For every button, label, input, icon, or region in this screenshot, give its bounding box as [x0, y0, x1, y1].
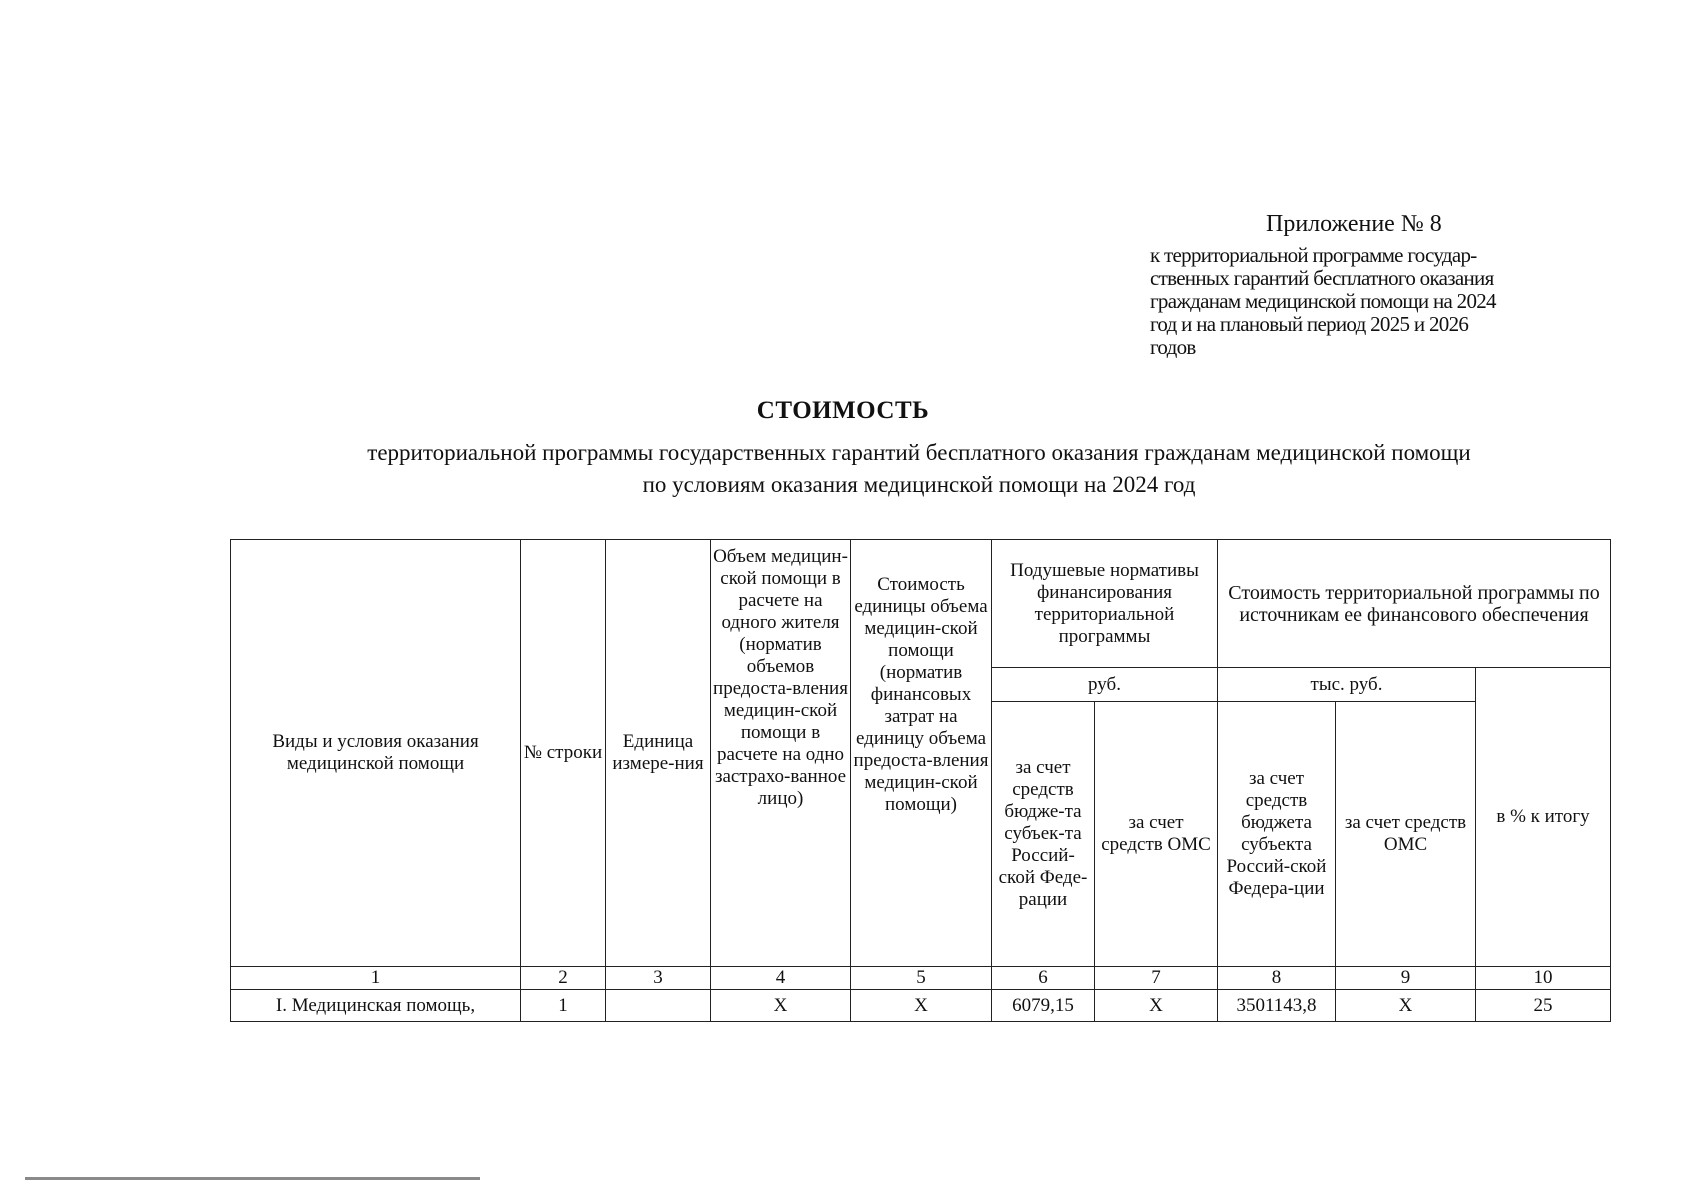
document-subtitle	[0, 437, 1686, 501]
header-sources-group: Стоимость территориальной программы по источникам ее финансового обеспечения	[1218, 540, 1611, 668]
header-budget-thousand: за счет средств бюджета субъекта Россий-ской Федера-ции	[1218, 702, 1336, 967]
column-number: 9	[1336, 967, 1476, 990]
cell-oms-thousand: X	[1336, 990, 1476, 1022]
header-unit: Единица измере-ния	[606, 540, 711, 967]
cost-table	[230, 539, 1611, 1022]
header-oms-thousand: за счет средств ОМС	[1336, 702, 1476, 967]
appendix-line: ственных гарантий бесплатного оказания	[1150, 266, 1494, 290]
appendix-block	[1150, 210, 1590, 359]
header-unit-cost: Стоимость единицы объема медицин-ской помощи (норматив финансовых затрат на единицу объема предоста-вления медицин-ской помощи)	[851, 540, 992, 967]
cell-budget-rub: 6079,15	[992, 990, 1095, 1022]
document-subtitle-line: территориальной программы государственных гарантий бесплатного оказания гражданам медицинской помощи	[367, 440, 1471, 465]
header-oms-rub: за счет средств ОМС	[1095, 702, 1218, 967]
cell-service-type: I. Медицинская помощь,	[231, 990, 521, 1022]
document-title: СТОИМОСТЬ	[756, 397, 930, 424]
cell-line-number: 1	[521, 990, 606, 1022]
appendix-text	[1150, 244, 1590, 359]
document-subtitle-line: по условиям оказания медицинской помощи на 2024 год	[642, 472, 1196, 497]
cell-unit	[606, 990, 711, 1022]
header-line-number: № строки	[521, 540, 606, 967]
header-budget-rub: за счет средств бюдже-та субъек-та Россий-ской Феде-рации	[992, 702, 1095, 967]
column-number: 1	[231, 967, 521, 990]
cell-percent: 25	[1476, 990, 1611, 1022]
header-per-capita-group: Подушевые нормативы финансирования территориальной программы	[992, 540, 1218, 668]
column-number: 6	[992, 967, 1095, 990]
column-number: 2	[521, 967, 606, 990]
cell-budget-thousand: 3501143,8	[1218, 990, 1336, 1022]
column-number: 8	[1218, 967, 1336, 990]
appendix-line: годов	[1150, 335, 1196, 359]
column-number: 7	[1095, 967, 1218, 990]
table-row	[231, 990, 1611, 1022]
appendix-title: Приложение № 8	[1266, 211, 1442, 237]
header-service-type: Виды и условия оказания медицинской помощи	[231, 540, 521, 967]
header-unit-thousand-rub: тыс. руб.	[1218, 668, 1476, 702]
column-number: 4	[711, 967, 851, 990]
header-percent-total: в % к итогу	[1476, 668, 1611, 967]
column-number: 10	[1476, 967, 1611, 990]
cell-unit-cost: X	[851, 990, 992, 1022]
cell-oms-rub: X	[1095, 990, 1218, 1022]
cell-volume: X	[711, 990, 851, 1022]
column-number: 5	[851, 967, 992, 990]
appendix-line: гражданам медицинской помощи на 2024	[1150, 289, 1496, 313]
column-number-row	[231, 967, 1611, 990]
footer-divider	[25, 1177, 480, 1180]
header-volume: Объем медицин-ской помощи в расчете на одного жителя (норматив объемов предоста-вления медицин-ской помощи в расчете на одно застрахо-ванное лицо)	[711, 540, 851, 967]
header-unit-rub: руб.	[992, 668, 1218, 702]
appendix-line: к территориальной программе государ-	[1150, 243, 1477, 267]
column-number: 3	[606, 967, 711, 990]
appendix-line: год и на плановый период 2025 и 2026	[1150, 312, 1469, 336]
